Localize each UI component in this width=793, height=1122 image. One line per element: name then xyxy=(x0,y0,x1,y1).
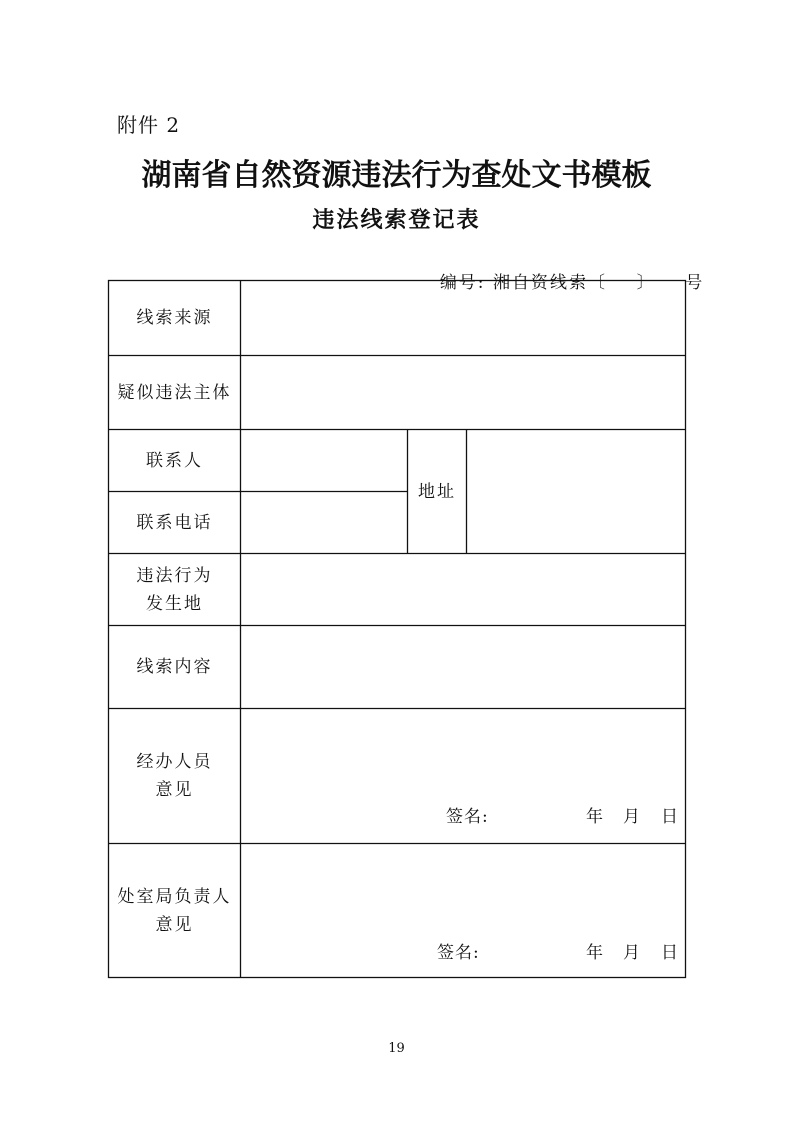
attachment-label: 附件 2 xyxy=(117,113,181,137)
subject-field[interactable] xyxy=(241,356,685,429)
head-year: 年 xyxy=(586,943,604,963)
contact-field[interactable] xyxy=(241,430,407,491)
handler-label-line2: 意见 xyxy=(155,780,194,800)
location-label xyxy=(109,554,240,625)
head-label-line1: 处室局负责人 xyxy=(117,886,232,907)
serial-open-bracket: 〔 xyxy=(587,273,607,293)
head-month: 月 xyxy=(623,943,641,963)
form-title: 违法线索登记表 xyxy=(312,207,481,233)
page-number: 19 xyxy=(388,1041,405,1056)
phone-label: 联系电话 xyxy=(136,512,213,533)
serial-close-bracket: 〕 xyxy=(636,273,656,293)
head-opinion-label xyxy=(109,844,240,977)
location-label-line2: 发生地 xyxy=(146,593,203,614)
serial-label: 编号: 湘自资线索 xyxy=(439,273,588,293)
contact-label: 联系人 xyxy=(146,450,203,471)
serial-suffix: 号 xyxy=(685,273,705,293)
handler-sign-label: 签名: xyxy=(446,807,489,827)
document-title: 湖南省自然资源违法行为查处文书模板 xyxy=(141,158,652,193)
location-label-line1: 违法行为 xyxy=(136,565,213,586)
handler-year: 年 xyxy=(586,807,604,827)
address-field[interactable] xyxy=(467,430,685,553)
location-field[interactable] xyxy=(241,554,685,625)
subject-label: 疑似违法主体 xyxy=(117,382,232,403)
source-label: 线索来源 xyxy=(136,308,213,328)
address-label: 地址 xyxy=(418,481,456,502)
content-label: 线索内容 xyxy=(136,657,213,677)
handler-label-line1: 经办人员 xyxy=(136,752,213,772)
head-sign-label: 签名: xyxy=(437,943,480,963)
handler-opinion-label xyxy=(109,709,240,843)
handler-day: 日 xyxy=(661,807,679,827)
head-label-line2: 意见 xyxy=(155,914,194,935)
source-field[interactable] xyxy=(241,281,685,355)
content-field[interactable] xyxy=(241,626,685,708)
handler-month: 月 xyxy=(623,807,641,827)
phone-field[interactable] xyxy=(241,492,407,553)
head-day: 日 xyxy=(661,943,679,963)
